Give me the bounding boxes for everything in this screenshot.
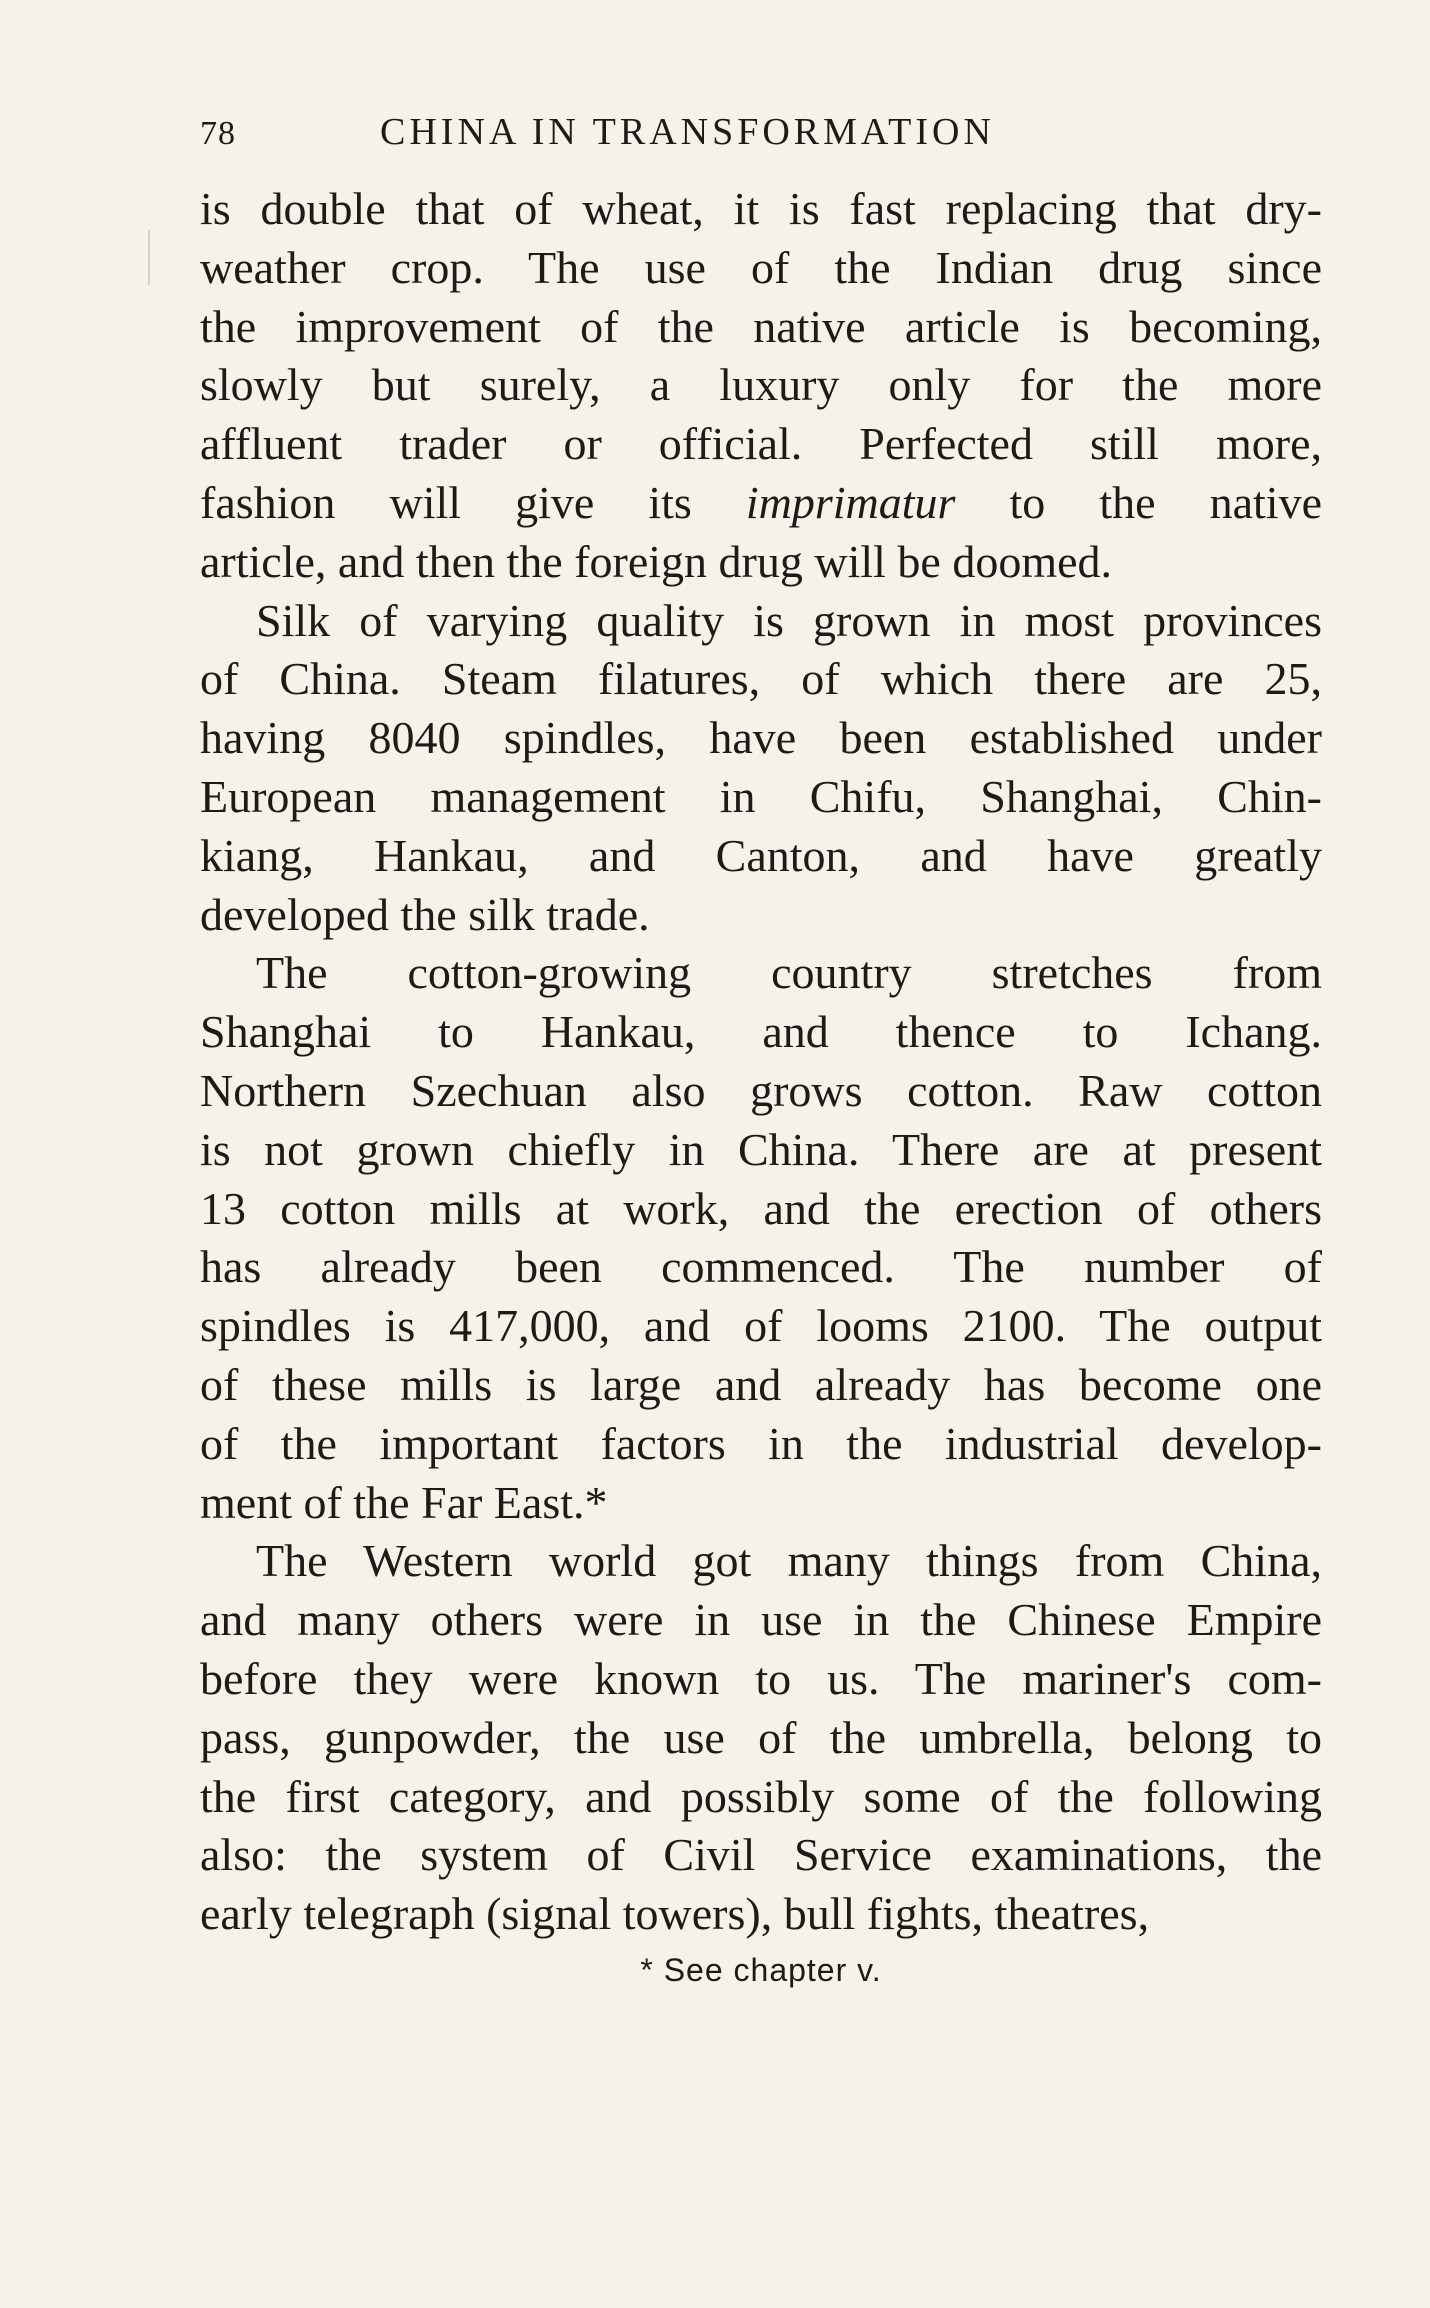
text-line: and many others were in use in the Chinese Empire xyxy=(200,1594,1322,1646)
text-line: the improvement of the native article is becoming, xyxy=(200,300,1322,352)
paragraph xyxy=(200,944,1322,1532)
text-line: weather crop. The use of the Indian drug since xyxy=(200,241,1322,293)
book-page xyxy=(200,110,1322,1989)
text-line: of China. Steam filatures, of which there are 25, xyxy=(200,653,1322,705)
text-line: 13 cotton mills at work, and the erection of others xyxy=(200,1182,1322,1234)
text-line: of the important factors in the industrial develop- xyxy=(200,1417,1322,1469)
text-line: slowly but surely, a luxury only for the more xyxy=(200,359,1322,411)
text-line: also: the system of Civil Service examinations, the xyxy=(200,1829,1322,1881)
text-line: has already been commenced. The number of xyxy=(200,1241,1322,1293)
paragraph xyxy=(200,180,1322,592)
text-line: the first category, and possibly some of the following xyxy=(200,1770,1322,1822)
text-line: Northern Szechuan also grows cotton. Raw cotton xyxy=(200,1064,1322,1116)
text-line: The cotton-growing country stretches from xyxy=(256,947,1322,999)
text-line: affluent trader or official. Perfected still more, xyxy=(200,418,1322,470)
text-line: before they were known to us. The mariner's com- xyxy=(200,1652,1322,1704)
text-line: article, and then the foreign drug will be doomed. xyxy=(200,535,1113,587)
paragraph xyxy=(200,592,1322,945)
page-number: 78 xyxy=(200,115,236,152)
text-line: is not grown chiefly in China. There are at present xyxy=(200,1123,1322,1175)
text-line: developed the silk trade. xyxy=(200,888,650,940)
text-line: spindles is 417,000, and of looms 2100. The output xyxy=(200,1300,1322,1352)
running-head xyxy=(200,110,1322,180)
text-line: is double that of wheat, it is fast replacing that dry- xyxy=(200,183,1322,234)
text-line: Shanghai to Hankau, and thence to Ichang. xyxy=(200,1006,1322,1058)
text-line: fashion will give its imprimatur to the native xyxy=(200,476,1323,528)
page-edge-mark xyxy=(148,230,150,285)
body-text xyxy=(200,180,1322,1944)
text-line: pass, gunpowder, the use of the umbrella, belong to xyxy=(200,1711,1322,1763)
text-line: ment of the Far East.* xyxy=(200,1476,608,1528)
text-line: kiang, Hankau, and Canton, and have greatly xyxy=(200,829,1322,881)
text-line: of these mills is large and already has become one xyxy=(200,1358,1322,1410)
running-title: CHINA IN TRANSFORMATION xyxy=(380,111,995,153)
footnote: * See chapter v. xyxy=(640,1951,882,1988)
text-line: having 8040 spindles, have been established under xyxy=(200,712,1322,764)
paragraph xyxy=(200,1532,1322,1944)
text-line: European management in Chifu, Shanghai, Chin- xyxy=(200,770,1322,822)
text-line: The Western world got many things from China, xyxy=(256,1535,1322,1587)
italic-term: imprimatur xyxy=(745,476,956,528)
text-line: Silk of varying quality is grown in most provinces xyxy=(256,594,1322,646)
text-line: early telegraph (signal towers), bull fights, theatres, xyxy=(200,1888,1150,1940)
